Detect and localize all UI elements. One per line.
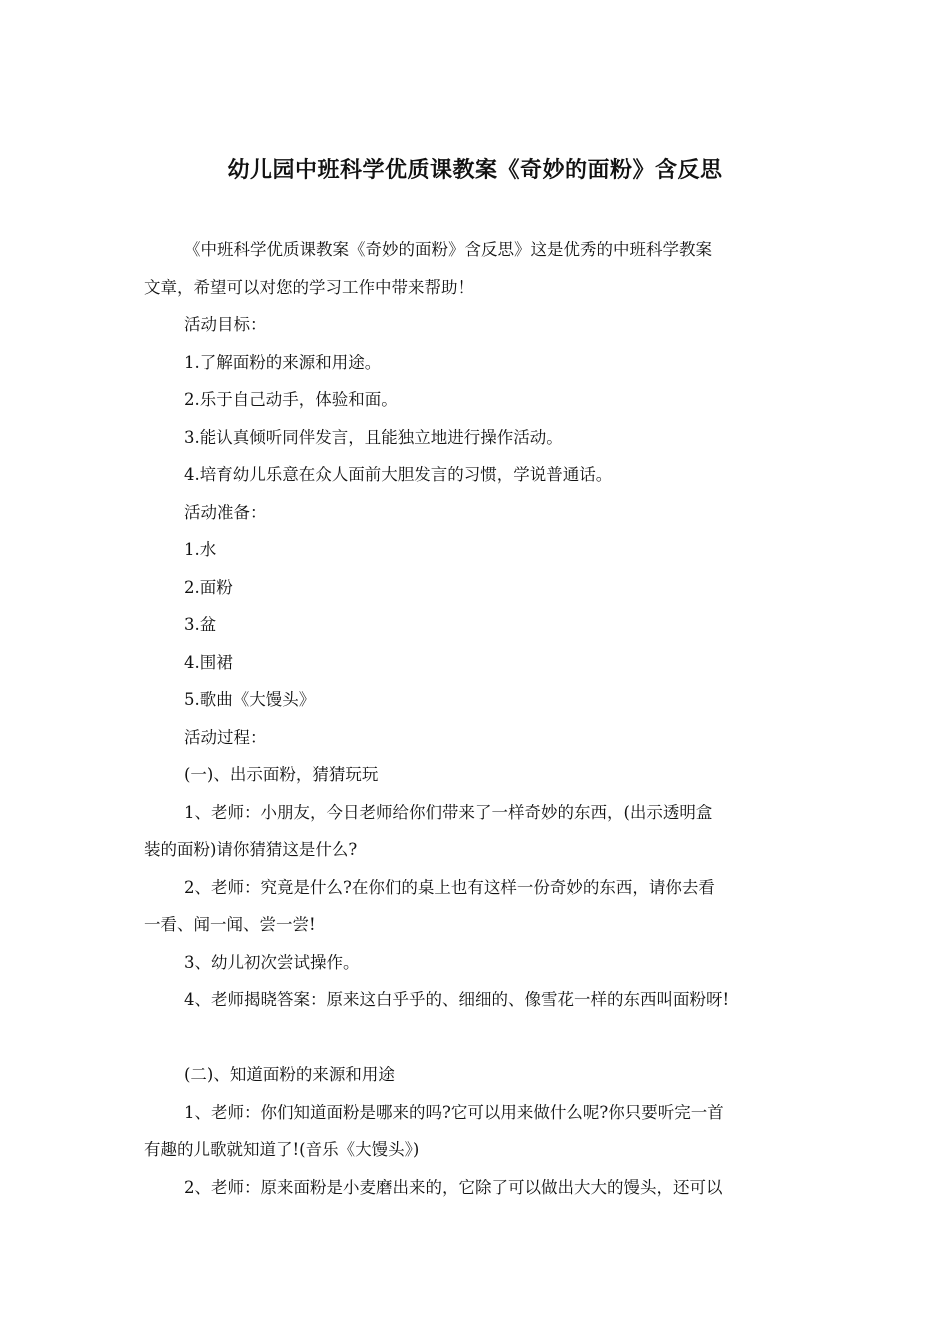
goal-item: 2.乐于自己动手，体验和面。 — [184, 390, 398, 409]
document-title: 幼儿园中班科学优质课教案《奇妙的面粉》含反思 — [227, 158, 723, 183]
process-step-line: 2、老师：究竟是什么?在你们的桌上也有这样一份奇妙的东西，请你去看 — [184, 877, 715, 897]
process-step-line: 有趣的儿歌就知道了!(音乐《大馒头》) — [144, 1140, 420, 1159]
process-step-line: 1、老师：你们知道面粉是哪来的吗?它可以用来做什么呢?你只要听完一首 — [184, 1102, 724, 1122]
section-heading: (二)、知道面粉的来源和用途 — [184, 1065, 395, 1084]
prep-item: 2.面粉 — [184, 577, 233, 597]
goal-item: 4.培育幼儿乐意在众人面前大胆发言的习惯，学说普通话。 — [184, 465, 613, 484]
goal-item: 1.了解面粉的来源和用途。 — [184, 352, 382, 372]
process-step-line: 一看、闻一闻、尝一尝! — [144, 915, 316, 934]
document-body — [144, 231, 824, 1206]
process-heading: 活动过程： — [184, 727, 267, 747]
intro-paragraph-line: 《中班科学优质课教案《奇妙的面粉》含反思》这是优秀的中班科学教案 — [184, 240, 712, 259]
prep-item: 3.盆 — [184, 615, 217, 634]
process-step-line: 4、老师揭晓答案：原来这白乎乎的、细细的、像雪花一样的东西叫面粉呀! — [184, 990, 730, 1009]
goal-item: 3.能认真倾听同伴发言，且能独立地进行操作活动。 — [184, 427, 563, 447]
intro-paragraph-line: 文章，希望可以对您的学习工作中带来帮助！ — [144, 277, 474, 297]
process-step-line: 1、老师：小朋友，今日老师给你们带来了一样奇妙的东西，(出示透明盒 — [184, 802, 713, 822]
paragraph-gap — [144, 1019, 824, 1057]
process-step-line: 2、老师：原来面粉是小麦磨出来的，它除了可以做出大大的馒头，还可以 — [184, 1177, 723, 1197]
section-heading: (一)、出示面粉，猜猜玩玩 — [184, 765, 379, 784]
process-step-line: 装的面粉)请你猜猜这是什么? — [144, 840, 358, 859]
prep-item: 4.围裙 — [184, 652, 233, 672]
prep-item: 1.水 — [184, 540, 217, 559]
prep-heading: 活动准备： — [184, 502, 267, 522]
prep-item: 5.歌曲《大馒头》 — [184, 690, 316, 709]
process-step-line: 3、幼儿初次尝试操作。 — [184, 952, 360, 972]
goals-heading: 活动目标： — [184, 315, 267, 334]
